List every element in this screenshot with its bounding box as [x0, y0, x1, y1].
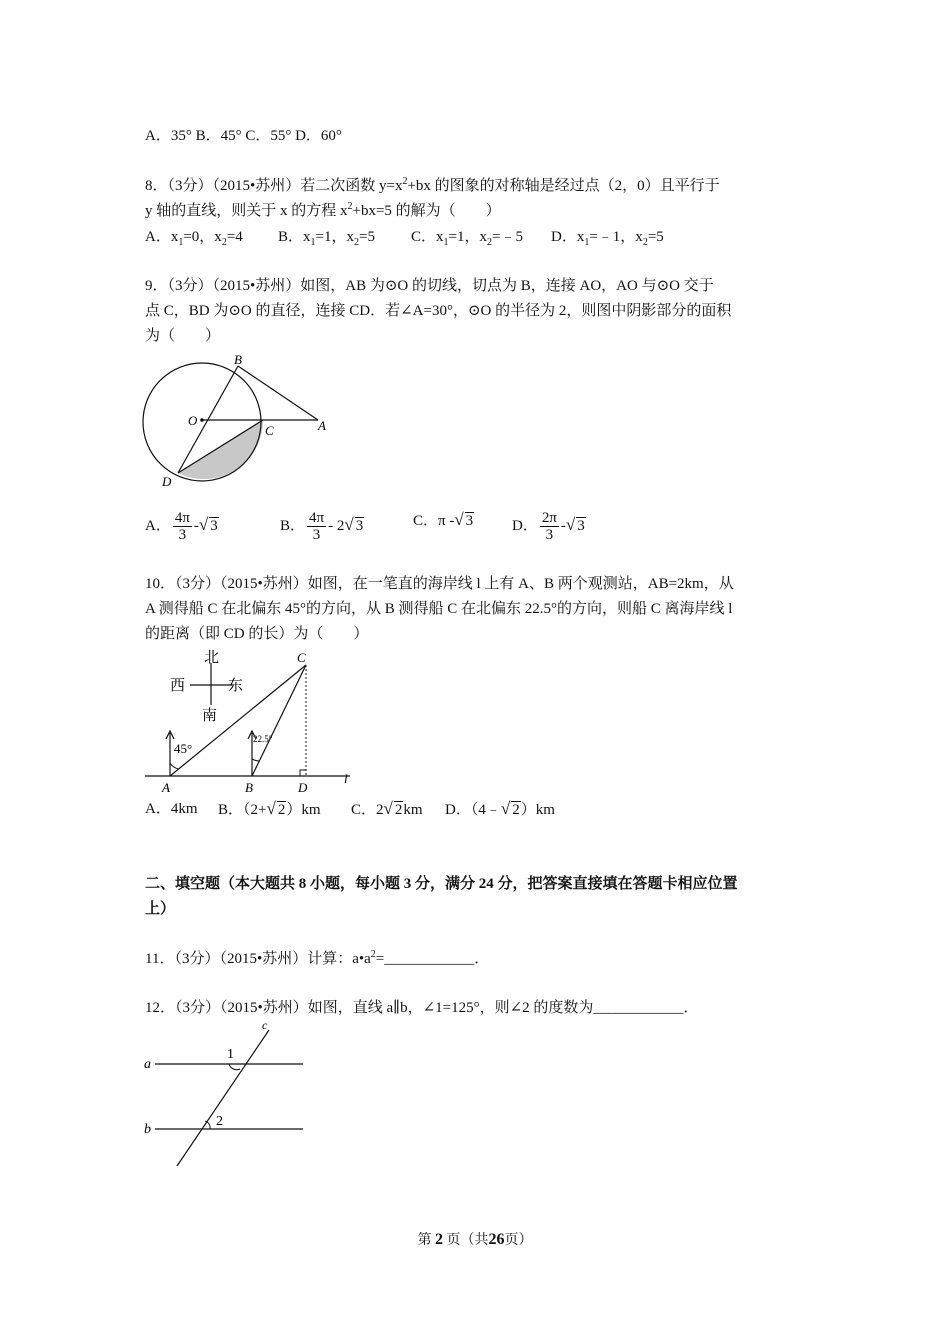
q10-line3: 的距离（即 CD 的长）为（ ）: [145, 626, 369, 642]
q9-label-b: B: [234, 352, 242, 367]
q12-angle-1: 1: [227, 1047, 234, 1062]
q9-center-dot: [200, 418, 204, 422]
q10-label-d: D: [298, 780, 308, 795]
q12-label-a: a: [144, 1057, 151, 1072]
page-footer: 第 2 页（共26页）: [417, 1231, 533, 1248]
q9-label-o: O: [188, 413, 198, 428]
q9-label-d: D: [162, 474, 172, 489]
q8-option-c: C．$x_1=1$，$x_2=﹣5$: [411, 229, 523, 248]
q10-angle-22-5: 22.5°: [253, 734, 273, 744]
q9-label-c: C: [265, 423, 274, 438]
q8-options: [145, 227, 805, 249]
q8-option-b: B．$x_1=1$，$x_2=5$: [278, 229, 375, 248]
q10-compass-west: 西: [170, 678, 186, 694]
q8-option-a: A．$x_1=0$，$x_2=4$: [145, 229, 243, 248]
q9-option-a: A． $\frac{4\pi}{3}$ -√ 3: [145, 510, 218, 543]
q10-line1: 10．（3分）（2015•苏州）如图，在一笔直的海岸线 l 上有 A、B 两个观测站，AB=2km，从: [145, 576, 734, 592]
q10-angle-arc-a: [170, 763, 179, 769]
q10-label-l: l: [344, 771, 348, 786]
section-2-heading-cont: 上）: [145, 901, 176, 917]
q10-compass-east: 东: [228, 678, 244, 694]
q12-label-c: c: [262, 1018, 268, 1032]
q10-angle-arc-b: [252, 759, 259, 761]
q10-angle-45: 45°: [174, 741, 193, 756]
footer-current-page: 2: [435, 1231, 443, 1248]
q9-figure: [140, 352, 340, 497]
q9-line2: 点 C，BD 为⊙O 的直径，连接 CD．若∠A=30°，⊙O 的半径为 2，则图中阴影部分的面积: [145, 303, 732, 319]
q10-line-bc: [252, 665, 306, 776]
q12-angle-arc-2: [205, 1121, 210, 1129]
q12-transversal-c: [177, 1030, 269, 1166]
q10-option-d: D．（4﹣√ 2）km: [445, 799, 555, 818]
q9-label-a: A: [318, 418, 326, 433]
q12-angle-arc-1: [229, 1064, 240, 1070]
q10-figure: [140, 645, 370, 797]
q9-line1: 9．（3分）（2015•苏州）如图，AB 为⊙O 的切线，切点为 B，连接 AO，AO 与⊙O 交于: [145, 278, 714, 294]
q12-text: 12．（3分）（2015•苏州）如图，直线 a∥b，∠1=125°，则∠2 的度数为____________．: [145, 1000, 699, 1016]
q12-label-b: b: [144, 1122, 151, 1137]
q7-options: A．35° B．45° C．55° D．60°: [145, 128, 342, 144]
q9-tangent-ab: [238, 366, 318, 420]
q10-line2: A 测得船 C 在北偏东 45°的方向，从 B 测得船 C 在北偏东 22.5°的方向，则船 C 离海岸线 l: [145, 601, 733, 617]
q10-compass-north: 北: [204, 650, 220, 666]
q10-compass-south: 南: [202, 708, 218, 724]
q10-label-c: C: [297, 650, 306, 665]
q10-label-a: A: [162, 780, 170, 795]
q9-option-b: B． $\frac{4\pi}{3}$ - 2√ 3: [280, 510, 364, 543]
q10-option-b: B．（2+√ 2）km: [218, 799, 321, 818]
q9-line3: 为（ ）: [145, 328, 221, 344]
q9-option-d: D． $\frac{2\pi}{3}$ -√ 3: [512, 510, 585, 543]
q12-angle-2: 2: [216, 1114, 223, 1129]
q8-option-d: D．$x_1=﹣1$，$x_2=5$: [551, 229, 664, 248]
q8-line1: 8．（3分）（2015•苏州）若二次函数 $y=x^2+bx$ 的图象的对称轴是经过点（2，0）且平行于: [145, 176, 720, 194]
section-2-heading: 二、填空题（本大题共 8 小题，每小题 3 分，满分 24 分，把答案直接填在答题卡相应位置: [145, 876, 738, 892]
q10-options: [145, 799, 805, 821]
q9-options: [145, 502, 805, 542]
q9-option-c: C．π -√ 3: [413, 510, 474, 529]
footer-total-pages: 26: [488, 1231, 505, 1248]
q10-label-b: B: [245, 780, 253, 795]
q10-option-a: A．4km: [145, 801, 198, 817]
q12-figure: [140, 1018, 315, 1170]
q10-right-angle-mark: [300, 770, 306, 776]
q8-line2: y 轴的直线，则关于 x 的方程 $x^2+bx=5$ 的解为（ ）: [145, 201, 501, 219]
q11-text: 11．（3分）（2015•苏州）计算：$a•a^2=\_\_\_\_\_\_\_\_\_\_\_\_$．: [145, 949, 490, 967]
q10-option-c: C．2√ 2km: [351, 799, 423, 818]
